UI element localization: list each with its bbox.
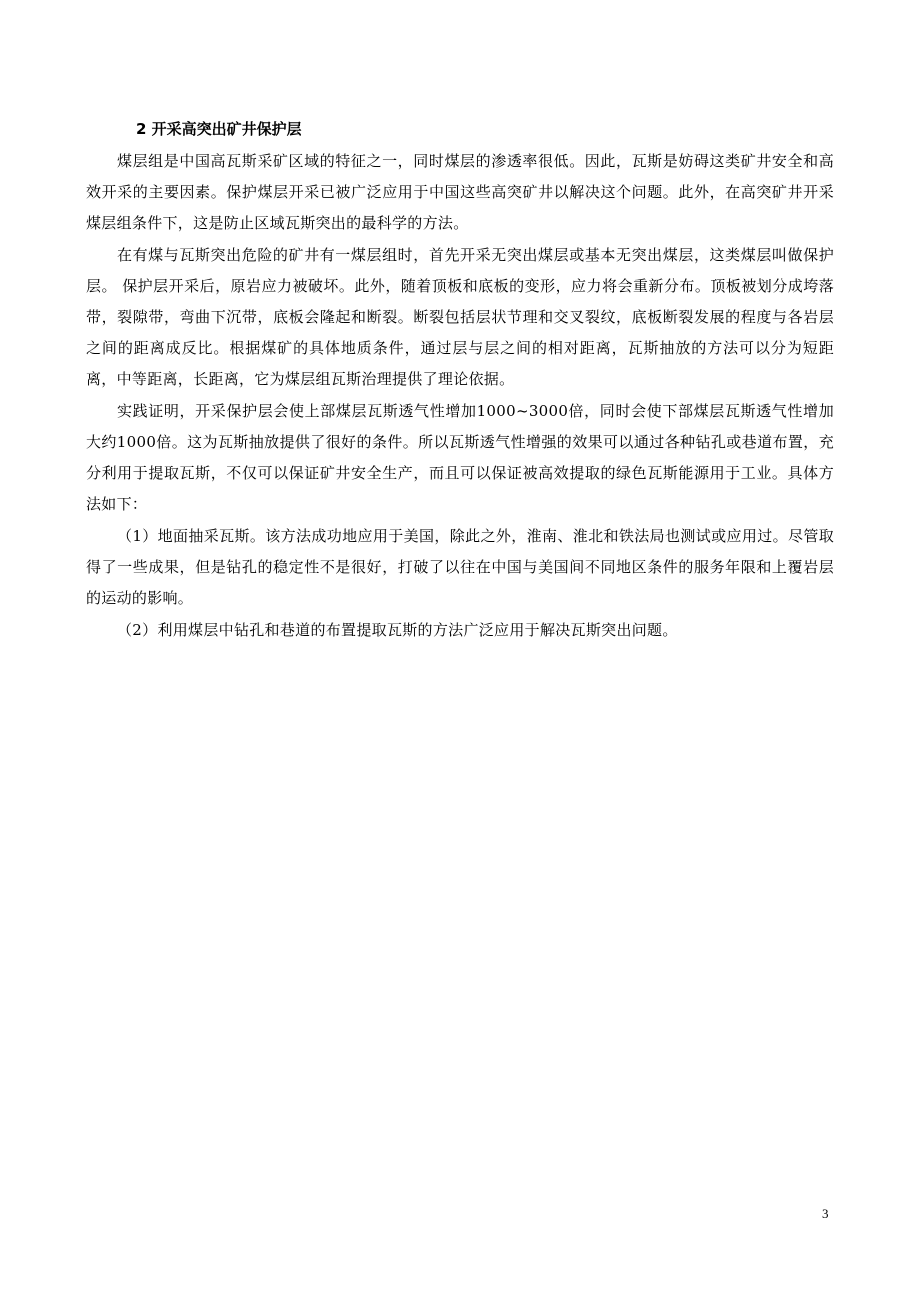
paragraph-protective-layer: 在有煤与瓦斯突出危险的矿井有一煤层组时，首先开采无突出煤层或基本无突出煤层，这类煤层叫做保护层。 保护层开采后，原岩应力被破坏。此外，随着顶板和底板的变形，应力将会重新分布。顶板被划分成垮落带，裂隙带，弯曲下沉带，底板会隆起和断裂。断裂包括层状节理和交叉裂纹，底板断裂发展的程度与各岩层之间的距离成反比。根据煤矿的具体地质条件，通过层与层之间的相对距离，瓦斯抽放的方法可以分为短距离，中等距离，长距离，它为煤层组瓦斯治理提供了理论依据。 xyxy=(86,246,834,388)
section-heading: 2 开采高突出矿井保护层 xyxy=(136,120,302,138)
paragraph-coal-seam-groups: 煤层组是中国高瓦斯采矿区域的特征之一，同时煤层的渗透率很低。因此，瓦斯是妨碍这类矿井安全和高效开采的主要因素。保护煤层开采已被广泛应用于中国这些高突矿井以解决这个问题。此外，在高突矿井开采煤层组条件下，这是防止区域瓦斯突出的最科学的方法。 xyxy=(86,152,834,232)
page-number: 3 xyxy=(822,1206,829,1221)
page-content xyxy=(86,114,834,647)
paragraph-permeability: 实践证明，开采保护层会使上部煤层瓦斯透气性增加1000~3000倍，同时会使下部煤层瓦斯透气性增加大约1000倍。这为瓦斯抽放提供了很好的条件。所以瓦斯透气性增强的效果可以通过各种钻孔或巷道布置，充分利用于提取瓦斯，不仅可以保证矿井安全生产，而且可以保证被高效提取的绿色瓦斯能源用于工业。具体方法如下： xyxy=(86,402,834,513)
paragraph-method-1: （1）地面抽采瓦斯。该方法成功地应用于美国，除此之外，淮南、淮北和铁法局也测试或应用过。尽管取得了一些成果，但是钻孔的稳定性不是很好，打破了以往在中国与美国间不同地区条件的服务年限和上覆岩层的运动的影响。 xyxy=(86,527,834,607)
paragraph-method-2: （2）利用煤层中钻孔和巷道的布置提取瓦斯的方法广泛应用于解决瓦斯突出问题。 xyxy=(117,621,678,639)
